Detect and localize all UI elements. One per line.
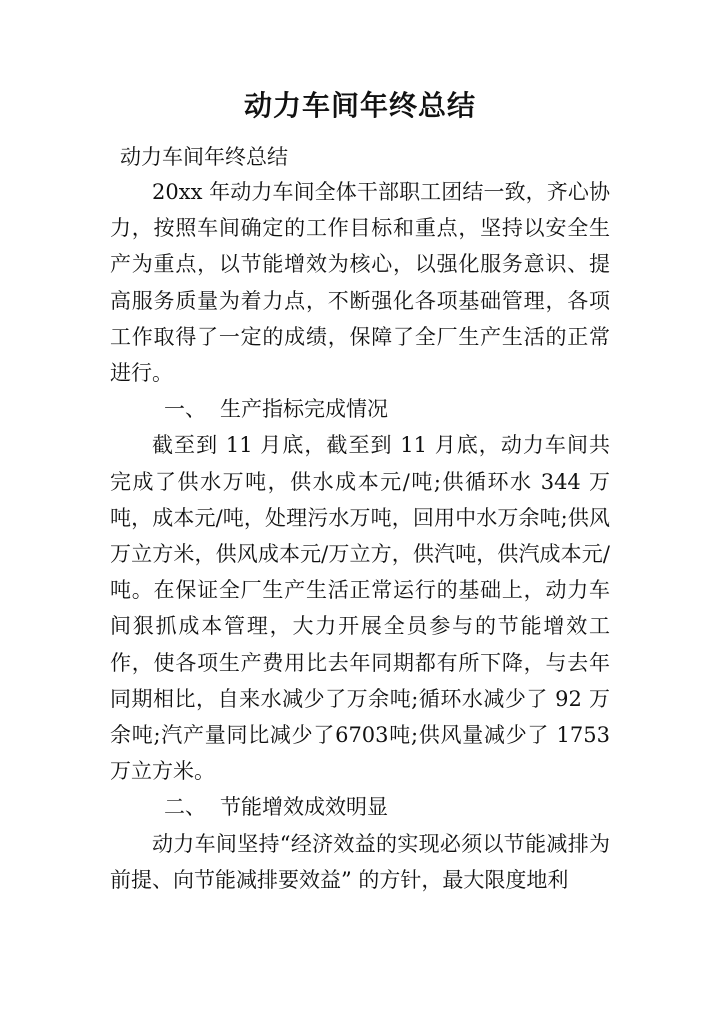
section-paragraph-2: 动力车间坚持“经济效益的实现必须以节能减排为前提、向节能减排要效益” 的方针，最大限度地利 [110, 831, 610, 892]
document-subtitle: 动力车间年终总结 [120, 145, 288, 169]
section-heading-2 [110, 789, 610, 825]
section-number-1: 一、 [164, 397, 206, 422]
section-number-2: 二、 [164, 795, 206, 820]
section-paragraph-1: 截至到 11 月底，截至到 11 月底，动力车间共完成了供水万吨，供水成本元/吨;供循环水 344 万吨，成本元/吨，处理污水万吨，回用中水万余吨;供风万立方米，供风成本元/万立方，供汽吨，供汽成本元/吨。在保证全厂生产生活正常运行的基础上，动力车间狠抓成本管理，大力开展全员参与的节能增效工作，使各项生产费用比去年同期都有所下降，与去年同期相比，自来水减少了万余吨;循环水减少了 92 万余吨;汽产量同比减少了6703吨;供风量减少了 1753 万立方米。 [110, 433, 610, 784]
section-title-1: 生产指标完成情况 [220, 397, 388, 422]
document-title: 动力车间年终总结 [243, 89, 476, 122]
document-body [110, 174, 610, 898]
section-heading-1 [110, 391, 610, 427]
intro-paragraph: 20xx 年动力车间全体干部职工团结一致，齐心协力，按照车间确定的工作目标和重点，坚持以安全生产为重点，以节能增效为核心，以强化服务意识、提高服务质量为着力点，不断强化各项基础管理，各项工作取得了一定的成绩，保障了全厂生产生活的正常进行。 [110, 180, 610, 386]
section-title-2: 节能增效成效明显 [220, 795, 388, 820]
